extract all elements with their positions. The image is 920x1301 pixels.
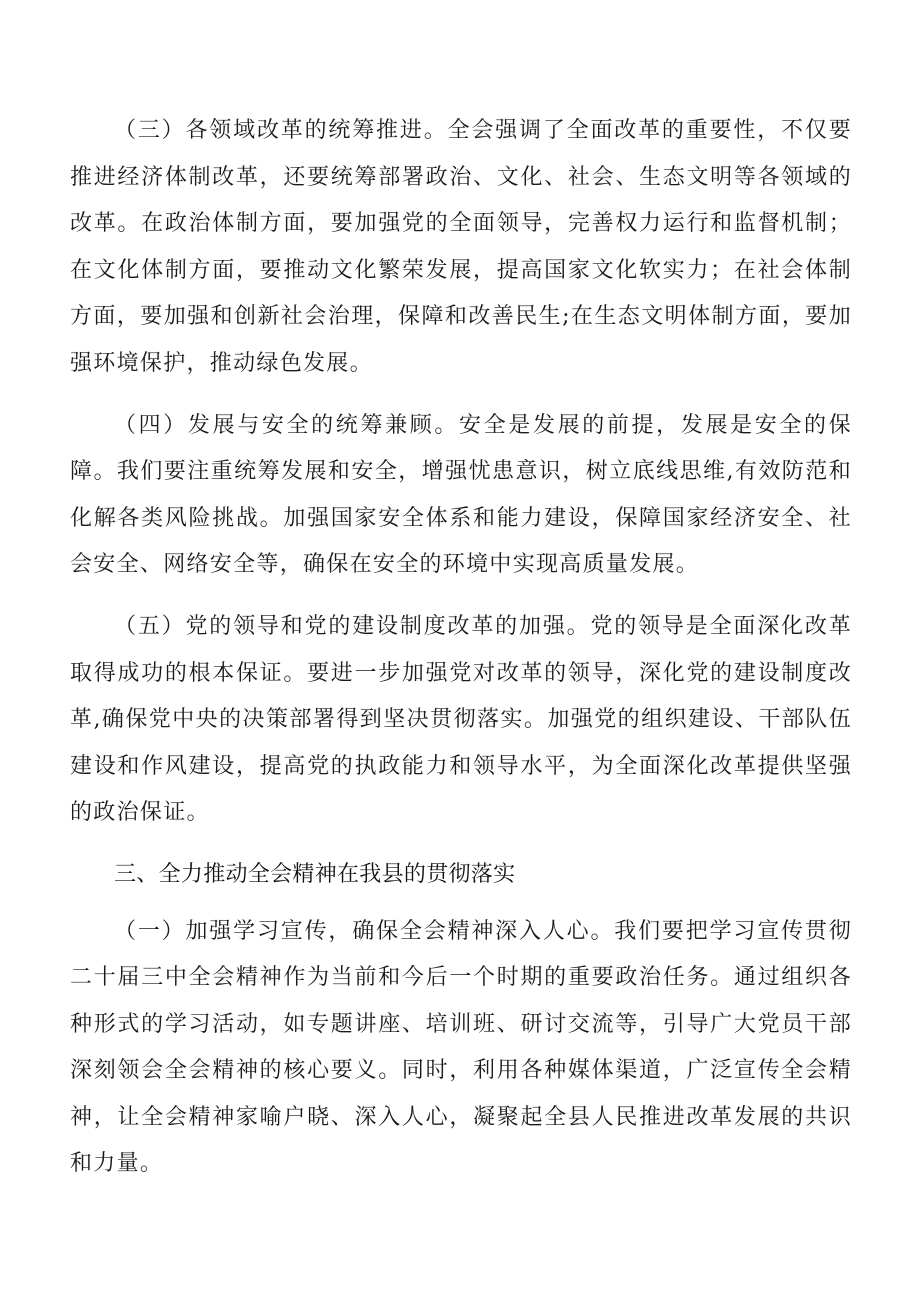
paragraph-three-domains-reform: （三）各领域改革的统筹推进。全会强调了全面改革的重要性，不仅要推进经济体制改革，还要统筹部署政治、文化、社会、生态文明等各领域的改革。在政治体制方面，要加强党的全面领导，完善权力运行和监督机制；在文化体制方面，要推动文化繁荣发展，提高国家文化软实力；在社会体制方面，要加强和创新社会治理，保障和改善民生;在生态文明体制方面，要加强环境保护，推动绿色发展。 [70, 118, 852, 376]
section-heading: 三、全力推动全会精神在我县的贯彻落实 [114, 861, 516, 887]
paragraph-four-development-security: （四）发展与安全的统筹兼顾。安全是发展的前提，发展是安全的保障。我们要注重统筹发展和安全，增强忧患意识，树立底线思维,有效防范和化解各类风险挑战。加强国家安全体系和能力建设，保障国家经济安全、社会安全、网络安全等，确保在安全的环境中实现高质量发展。 [70, 412, 852, 578]
paragraph-one-study-publicity: （一）加强学习宣传，确保全会精神深入人心。我们要把学习宣传贯彻二十届三中全会精神作为当前和今后一个时期的重要政治任务。通过组织各种形式的学习活动，如专题讲座、培训班、研讨交流等，引导广大党员干部深刻领会全会精神的核心要义。同时，利用各种媒体渠道，广泛宣传全会精神，让全会精神家喻户晓、深入人心，凝聚起全县人民推进改革发展的共识和力量。 [70, 918, 852, 1177]
document-body [70, 108, 852, 1203]
paragraph-five-party-leadership: （五）党的领导和党的建设制度改革的加强。党的领导是全面深化改革取得成功的根本保证。要进一步加强党对改革的领导，深化党的建设制度改革,确保党中央的决策部署得到坚决贯彻落实。加强党的组织建设、干部队伍建设和作风建设，提高党的执政能力和领导水平，为全面深化改革提供坚强的政治保证。 [70, 613, 852, 826]
